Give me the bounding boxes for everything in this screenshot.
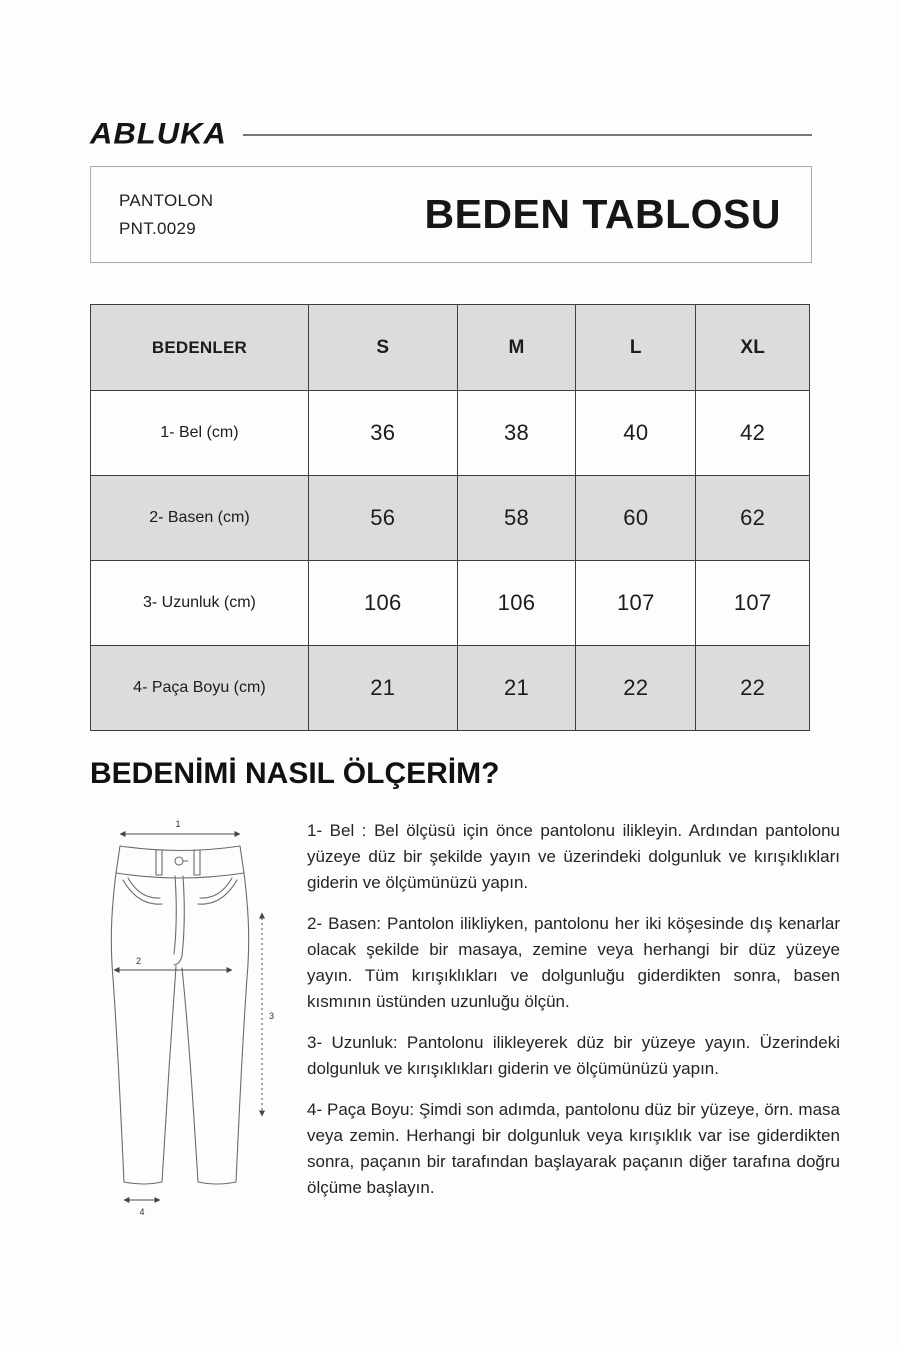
value-cell: 22 bbox=[576, 646, 696, 731]
table-row-uzunluk bbox=[91, 561, 810, 646]
value-cell: 21 bbox=[457, 646, 576, 731]
product-code: PNT.0029 bbox=[119, 218, 197, 238]
dim-label-waist: 1 bbox=[175, 819, 181, 829]
row-label: 4- Paça Boyu (cm) bbox=[91, 646, 309, 731]
value-cell: 42 bbox=[696, 391, 810, 476]
brand-logo: ABLUKA bbox=[90, 116, 227, 151]
table-row-paca-boyu bbox=[91, 646, 810, 731]
value-cell: 22 bbox=[696, 646, 810, 731]
header-cell-l: L bbox=[576, 305, 696, 391]
table-header-row bbox=[91, 305, 810, 391]
value-cell: 56 bbox=[308, 476, 457, 561]
instruction-texts bbox=[295, 818, 840, 1228]
value-cell: 106 bbox=[457, 561, 576, 646]
dim-label-hip: 2 bbox=[136, 956, 142, 966]
table-row-bel bbox=[91, 391, 810, 476]
instruction-bel: 1- Bel : Bel ölçüsü için önce pantolonu ilikleyin. Ardından pantolonu yüzeye düz bir şekilde yayın ve üzerindeki dolgunluk ve kırışıklıkları giderin ve ölçümünüzü yapın. bbox=[307, 821, 840, 892]
row-label: 3- Uzunluk (cm) bbox=[91, 561, 309, 646]
value-cell: 36 bbox=[308, 391, 457, 476]
section-heading: BEDENİMİ NASIL ÖLÇERİM? bbox=[90, 757, 500, 790]
product-type: PANTOLON bbox=[119, 191, 214, 211]
value-cell: 60 bbox=[576, 476, 696, 561]
measure-section bbox=[90, 818, 840, 1228]
page-title: BEDEN TABLOSU bbox=[424, 191, 781, 237]
size-table bbox=[90, 304, 810, 731]
value-cell: 38 bbox=[457, 391, 576, 476]
product-info bbox=[119, 187, 213, 241]
value-cell: 106 bbox=[308, 561, 457, 646]
header-rule bbox=[243, 134, 812, 136]
value-cell: 40 bbox=[576, 391, 696, 476]
row-label: 2- Basen (cm) bbox=[91, 476, 309, 561]
value-cell: 107 bbox=[696, 561, 810, 646]
value-cell: 58 bbox=[457, 476, 576, 561]
dim-label-length: 3 bbox=[269, 1011, 275, 1021]
pants-diagram bbox=[90, 818, 295, 1228]
header-cell-bedenler: BEDENLER bbox=[91, 305, 309, 391]
brand-row bbox=[90, 118, 812, 150]
instruction-basen: 2- Basen: Pantolon ilikliyken, pantolonu her iki köşesinde dış kenarlar olacak şekilde bir masaya, zemine veya herhangi bir düz yüzeye yayın. Tüm kırışıklıkları ve dolgunluğu giderdikten sonra, basen kısmının üstünden uzunluğu ölçün. bbox=[307, 914, 840, 1011]
value-cell: 62 bbox=[696, 476, 810, 561]
value-cell: 107 bbox=[576, 561, 696, 646]
pants-diagram-svg bbox=[90, 818, 285, 1228]
header-cell-m: M bbox=[457, 305, 576, 391]
dim-label-hem: 4 bbox=[139, 1207, 145, 1217]
instruction-paca-boyu: 4- Paça Boyu: Şimdi son adımda, pantolonu düz bir yüzeye, örn. masa veya zemin. Herhangi bir dolgunluk veya kırışıklık var ise giderdikten sonra, paçanın bir tarafından başlayarak paçanın diğer tarafına doğru ölçüme başlayın. bbox=[307, 1100, 840, 1197]
title-box bbox=[90, 166, 812, 263]
header-cell-s: S bbox=[308, 305, 457, 391]
row-label: 1- Bel (cm) bbox=[91, 391, 309, 476]
header-cell-xl: XL bbox=[696, 305, 810, 391]
table-row-basen bbox=[91, 476, 810, 561]
instruction-uzunluk: 3- Uzunluk: Pantolonu ilikleyerek düz bir yüzeye yayın. Üzerindeki dolgunluk ve kırışıklıkları giderin ve ölçümünüzü yapın. bbox=[307, 1033, 840, 1078]
value-cell: 21 bbox=[308, 646, 457, 731]
